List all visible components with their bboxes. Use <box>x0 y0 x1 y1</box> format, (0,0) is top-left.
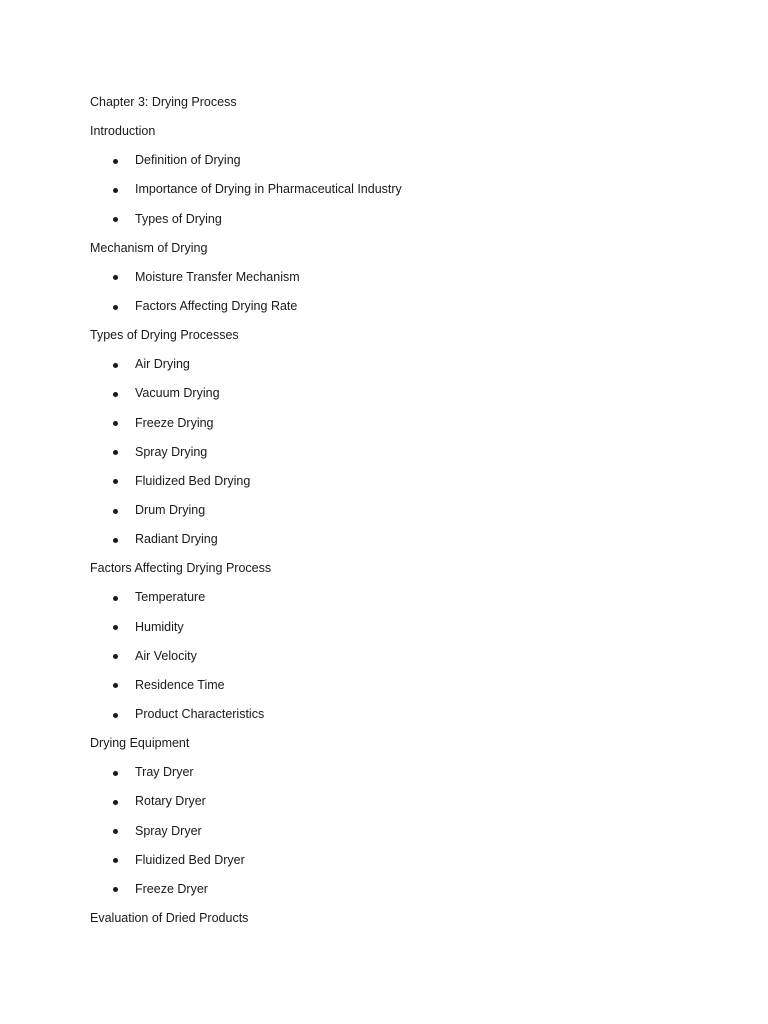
list-item-text: Temperature <box>135 590 206 605</box>
bullet-icon <box>113 800 118 805</box>
list-item-text: Freeze Drying <box>135 415 214 430</box>
list-item-text: Factors Affecting Drying Rate <box>135 298 298 313</box>
bullet-icon <box>113 305 118 310</box>
section-heading: Drying Equipment <box>90 736 190 751</box>
list-item <box>90 846 690 875</box>
list-item-text: Tray Dryer <box>135 765 194 780</box>
section-heading: Evaluation of Dried Products <box>90 910 249 925</box>
bullet-icon <box>113 683 118 688</box>
list-item-text: Air Drying <box>135 357 190 372</box>
list-item <box>90 525 690 554</box>
list-item-text: Radiant Drying <box>135 532 218 547</box>
section-heading: Factors Affecting Drying Process <box>90 561 272 576</box>
list-item-text: Importance of Drying in Pharmaceutical Industry <box>135 182 402 197</box>
list-item-text: Definition of Drying <box>135 153 241 168</box>
list-item-text: Moisture Transfer Mechanism <box>135 269 300 284</box>
bullet-icon <box>113 771 118 776</box>
list-item <box>90 496 690 525</box>
list-item-text: Freeze Dryer <box>135 881 208 896</box>
list-item <box>90 263 690 292</box>
list-item <box>90 379 690 408</box>
list-item <box>90 350 690 379</box>
section-heading: Introduction <box>90 124 156 139</box>
list-item-text: Fluidized Bed Dryer <box>135 852 245 867</box>
list-item <box>90 409 690 438</box>
list-item <box>90 438 690 467</box>
list-item <box>90 787 690 816</box>
list-item <box>90 146 690 175</box>
list-item-text: Drum Drying <box>135 502 206 517</box>
bullet-icon <box>113 509 118 514</box>
list-item-text: Residence Time <box>135 677 225 692</box>
list-item-text: Fluidized Bed Drying <box>135 473 251 488</box>
bullet-icon <box>113 392 118 397</box>
list-item-text: Rotary Dryer <box>135 794 206 809</box>
list-item <box>90 642 690 671</box>
list-item-text: Spray Drying <box>135 444 208 459</box>
bullet-icon <box>113 188 118 193</box>
list-item <box>90 583 690 612</box>
list-item <box>90 875 690 904</box>
list-item <box>90 292 690 321</box>
bullet-icon <box>113 450 118 455</box>
section-heading: Mechanism of Drying <box>90 240 208 255</box>
list-item-text: Types of Drying <box>135 211 222 226</box>
list-item <box>90 671 690 700</box>
bullet-icon <box>113 858 118 863</box>
list-item <box>90 613 690 642</box>
bullet-icon <box>113 159 118 164</box>
list-item <box>90 700 690 729</box>
list-item <box>90 467 690 496</box>
list-item-text: Air Velocity <box>135 648 197 663</box>
bullet-icon <box>113 538 118 543</box>
bullet-icon <box>113 596 118 601</box>
chapter-title: Chapter 3: Drying Process <box>90 95 237 109</box>
bullet-icon <box>113 217 118 222</box>
bullet-icon <box>113 479 118 484</box>
list-item <box>90 205 690 234</box>
section-heading: Types of Drying Processes <box>90 328 239 343</box>
list-item <box>90 758 690 787</box>
list-item-text: Spray Dryer <box>135 823 202 838</box>
list-item <box>90 175 690 204</box>
bullet-icon <box>113 275 118 280</box>
list-item-text: Product Characteristics <box>135 706 265 721</box>
bullet-icon <box>113 654 118 659</box>
bullet-icon <box>113 829 118 834</box>
document-content <box>90 88 690 933</box>
list-item <box>90 817 690 846</box>
bullet-icon <box>113 421 118 426</box>
list-item-text: Vacuum Drying <box>135 386 220 401</box>
list-item-text: Humidity <box>135 619 184 634</box>
bullet-icon <box>113 363 118 368</box>
bullet-icon <box>113 713 118 718</box>
bullet-icon <box>113 887 118 892</box>
bullet-icon <box>113 625 118 630</box>
